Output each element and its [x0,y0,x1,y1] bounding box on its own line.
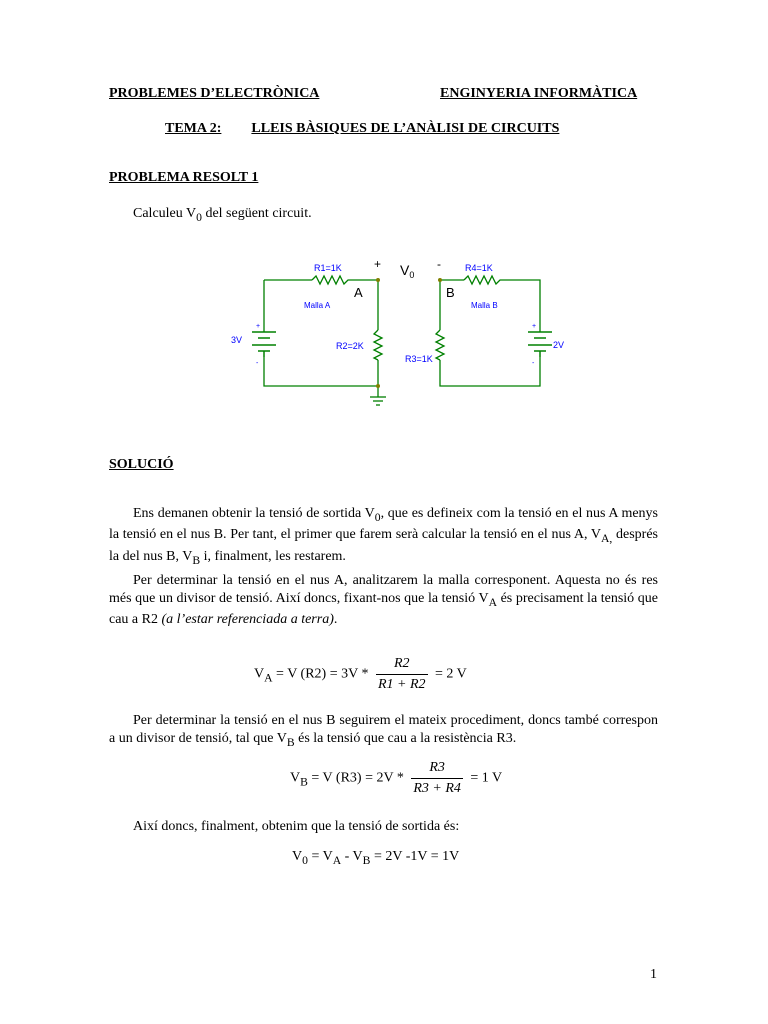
problem-statement [133,205,312,226]
statement-subscript: 0 [196,210,202,224]
source-right-plus: + [532,323,537,330]
topic-number: TEMA 2: [165,121,222,136]
junction-dot [376,278,380,282]
equation-v0: $V_0 = V_A - V_B = 2V$ -1V = 1V [292,849,460,867]
mesh-a-label: Malla A [304,301,331,310]
solution-title: SOLUCIÓ [109,457,174,472]
solution-paragraph-2: Per determinar la tensió en el nus A, analitzarem la malla corresponent. Aquesta no és res més que un divisor de tensió. Així doncs, fixant-nos que la tensió $V_A$ és precisament la tensió que cau a R2 (a l’estar referenciada a terra). [109,573,658,627]
fraction-va: $\frac{R2}{R1 + R2}$ [377,656,426,692]
junction-dot [376,384,380,388]
resistor-r4 [464,276,502,284]
statement-text-end: del següent circuit. [201,206,312,221]
statement-text: Calculeu V [133,206,197,221]
equation-vb: $V_B = V$ (R3) = 2V * $\frac{R3}{R3 + R4}$ = 1 V [290,760,503,796]
v0-label: $V_0$ [400,262,415,280]
page-number: 1 [650,967,657,982]
v0-minus-sign: - [437,257,441,271]
source-right-minus: - [532,360,535,367]
circuit-wires [264,280,540,397]
problem-title: PROBLEMA RESOLT 1 [109,170,259,185]
circuit-schematic [228,252,568,412]
r1-label: R1=1K [314,263,342,273]
solution-paragraph-1: Ens demanen obtenir la tensió de sortida $V_0$, que es defineix com la tensió en el nus A menys la tensió en el nus B. Per tant, el primer que farem serà calcular la tensió en el nus A, $V_{A,}$ després la del nus B, $V_B$ i, finalment, les restarem. [109,506,658,567]
source-left-plus: + [256,323,261,330]
resistor-r2 [374,330,382,360]
source-left-minus: - [256,360,259,367]
equation-va: $V_A = V$ (R2) = 3V * $\frac{R2}{R1 + R2}$ = 2 V [254,656,467,692]
mesh-b-label: Malla B [471,301,498,310]
course-title: PROBLEMES D’ELECTRÒNICA [109,86,320,101]
node-b-label: B [446,285,455,300]
node-a-label: A [354,285,363,300]
r4-label: R4=1K [465,263,493,273]
v0-plus-sign: + [374,257,382,271]
topic-title: LLEIS BÀSIQUES DE L’ANÀLISI DE CIRCUITS [251,121,560,136]
resistor-r3 [436,330,444,360]
source-right-label: 2V [552,340,564,350]
source-left-label: 3V [231,335,243,345]
fraction-vb: $\frac{R3}{R3 + R4}$ [413,760,461,796]
resistor-r1 [312,276,352,284]
r2-label: R2=2K [336,341,364,351]
degree-title: ENGINYERIA INFORMÀTICA [440,86,638,101]
topic-heading [165,121,559,137]
ground-icon [370,397,386,405]
solution-paragraph-4: Així doncs, finalment, obtenim que la tensió de sortida és: [133,819,460,834]
solution-paragraph-3: Per determinar la tensió en el nus B seguirem el mateix procediment, doncs també correspon a un divisor de tensió, tal que $V_B$ és la tensió que cau a la resistència R3. [109,713,658,749]
battery-right-icon [528,332,552,357]
junction-dot [438,278,442,282]
battery-left-icon [252,332,276,357]
r3-label: R3=1K [405,354,433,364]
